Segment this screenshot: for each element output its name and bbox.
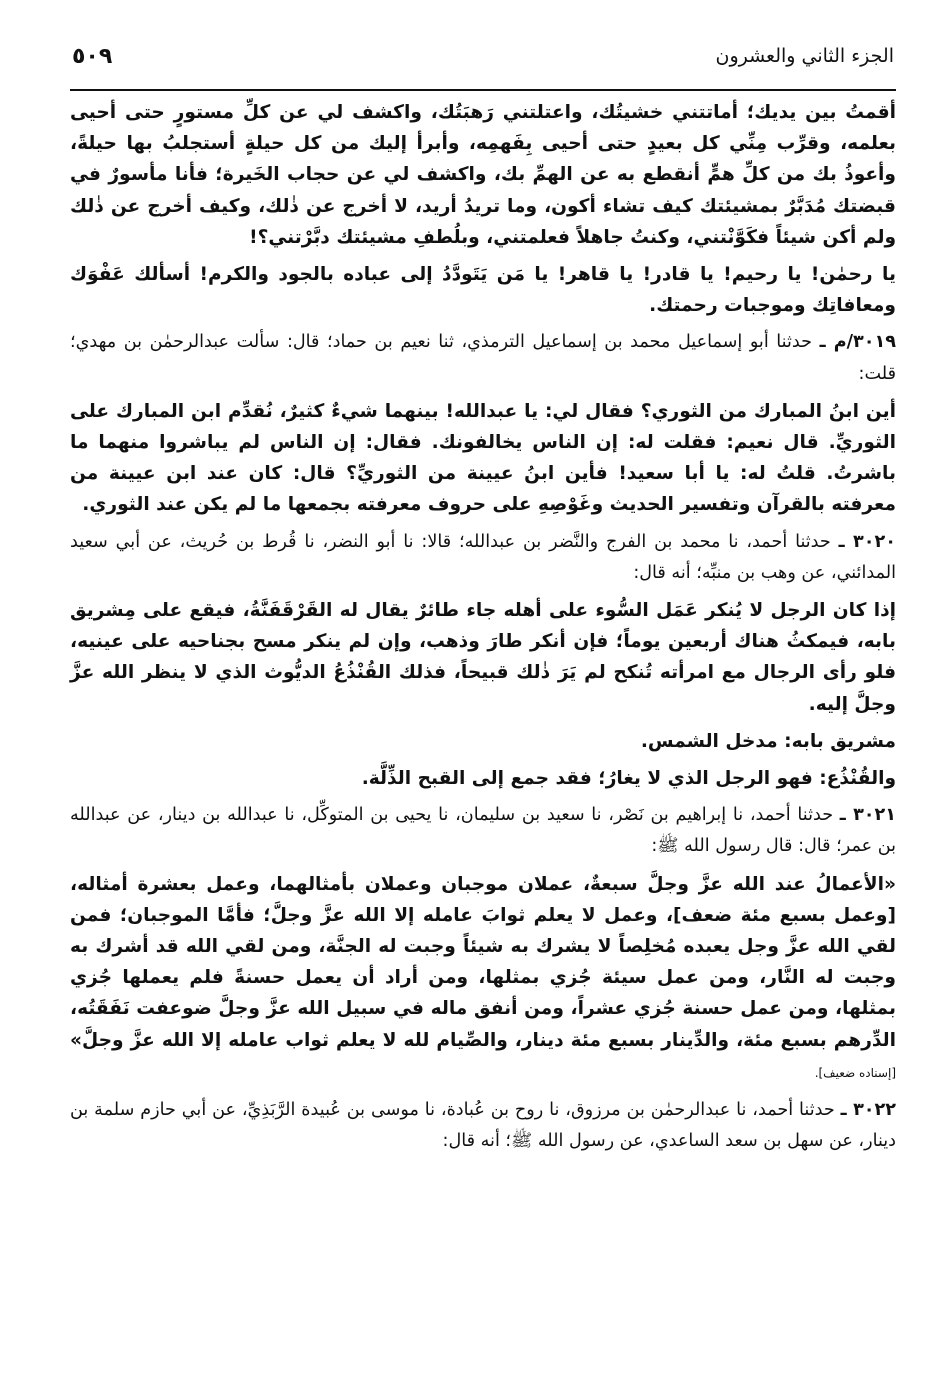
narration-number: ٣٠١٩/م ـ [819, 332, 896, 353]
page-header [72, 36, 894, 76]
gloss-paragraph: مشريق بابه: مدخل الشمس. [640, 730, 896, 752]
matn-paragraph: إذا كان الرجل لا يُنكر عَمَل السُّوء على أهله جاء طائرٌ يقال له القَرْقَفَنَّةُ، فيقع على مِشريق بابه، فيمكثُ هناك أربعين يوماً؛ فإن أنكر طارَ وذهب، وإن لم ينكر مسح بجناحيه على عينيه، فلو رأى الرجال مع امرأته تُنكح لم يَرَ ذٰلك قبيحاً، فذلك القُنْذُعُ الديُّوث الذي لا ينظر الله عزَّ وجلَّ إليه. [70, 600, 896, 715]
page-number: ٥٠٩ [72, 43, 113, 69]
narration-number: ٣٠٢١ ـ [839, 805, 897, 826]
isnad-paragraph: ٣٠١٩/م ـ حدثنا أبو إسماعيل محمد بن إسماعيل الترمذي، ثنا نعيم بن حماد؛ قال: سألت عبدالرحمٰن بن مهدي؛ قلت: [70, 332, 896, 384]
gloss-paragraph: والقُنْذُع: فهو الرجل الذي لا يغارُ؛ فقد جمع إلى القبح الذِّلَّة. [361, 768, 896, 790]
isnad-paragraph: ٣٠٢٢ ـ حدثنا أحمد، نا عبدالرحمٰن بن مرزوق، نا روح بن عُبادة، نا موسى بن عُبيدة الرَّبَذِيِّ، عن أبي حازم سلمة بن دينار، عن سهل بن سعد الساعدي، عن رسول الله ﷺ؛ أنه قال: [70, 1100, 897, 1152]
supplication-paragraph: يا رحمٰن! يا رحيم! يا قادر! يا قاهر! يا مَن يَتَودَّدُ إلى عباده بالجود والكرم! أسألك عَفْوَك ومعافاتِك وموجبات رحمتك. [70, 264, 896, 317]
running-title: الجزء الثاني والعشرون [715, 45, 894, 67]
isnad-paragraph: ٣٠٢١ ـ حدثنا أحمد، نا إبراهيم بن نَصْر، نا سعيد بن سليمان، نا يحيى بن المتوكِّل، نا عبدالله بن دينار، عن عبدالله بن عمر؛ قال: قال رسول الله ﷺ: [70, 805, 897, 857]
grading-note: [إسناده ضعيف]. [814, 1065, 896, 1080]
header-rule [70, 89, 896, 91]
hadith-paragraph: «الأعمالُ عند الله عزَّ وجلَّ سبعةٌ، عملان موجبان وعملان بأمثالهما، وعمل بعشرة أمثاله، [وعمل بسبع مئة ضعف]، وعمل لا يعلم ثوابَ عامله إلا الله عزَّ وجلَّ؛ فأمَّا الموجبان؛ فمن لقي الله عزَّ وجل يعبده مُخلِصاً لا يشرك به شيئاً وجبت له الجنَّة، ومن لقي الله قد أشرك به وجبت له النَّار، ومن عمل سيئة جُزي بمثلها، ومن أراد أن يعمل حسنةً فلم يعملها جُزي بمثلها، ومن عمل حسنة جُزي عشراً، ومن أنفق ماله في سبيل الله عزَّ وجلَّ ضوعفت نَفَقَتُه، الدِّرهم بسبع مئة، والدِّينار بسبع مئة دينار، والصِّيام لله لا يعلم ثواب عامله إلا الله عزَّ وجلَّ» [إسناده ضعيف]. [70, 873, 896, 1080]
isnad-paragraph: ٣٠٢٠ ـ حدثنا أحمد، نا محمد بن الفرج والنَّضر بن عبدالله؛ قالا: نا أبو النضر، نا قُرط بن حُريث، عن أبي سعيد المدائني، عن وهب بن منبِّه؛ أنه قال: [70, 531, 896, 583]
supplication-paragraph: أقمتُ بين يديك؛ أماتتني خشيتُك، واعتلتني رَهبَتُك، واكشف لي عن كلِّ مستورٍ حتى أحيى بعلمه، وقرِّب مِنِّي كل بعيدٍ حتى أحيى بِفَهمِه، وأبرأ إليك من كل حيلةٍ أستجلبُ بها حيلةً، وأعوذُ بك من كلِّ همٍّ أنقطع به عن الهمِّ بك، واكشف لي عن حجاب الخَيرة؛ فأنا مأسورٌ في قبضتك مُدَبَّرٌ بمشيئتك كيف تشاء أكون، وما تريدُ أريد، لا أخرج عن ذٰلك، وكيف أخرج عن ذٰلك ولم أكن شيئاً فكَوَّنْتني، وكنتُ جاهلاً فعلمتني، وبلُطفِ مشيئتك دبَّرْتني؟! [70, 102, 896, 248]
page-body [70, 97, 896, 1158]
narration-number: ٣٠٢٢ ـ [840, 1100, 897, 1121]
narration-number: ٣٠٢٠ ـ [838, 531, 896, 552]
matn-paragraph: أين ابنُ المبارك من الثوري؟ فقال لي: يا عبدالله! بينهما شيءٌ كثيرٌ، نُقدِّم ابن المبارك على الثوريِّ. قال نعيم: فقلت له: إن الناس يخالفونك. فقال: إن الناس لم يباشروا منهما ما باشرتُ. قلتُ له: يا أبا سعيد! فأين ابنُ عيينة من الثوريِّ؟ قال: كان عند ابن عيينة من معرفته بالقرآن وتفسير الحديث وغَوْصِهِ على حروف معرفته بجمعها ما لم يكن عند الثوري. [70, 400, 896, 516]
